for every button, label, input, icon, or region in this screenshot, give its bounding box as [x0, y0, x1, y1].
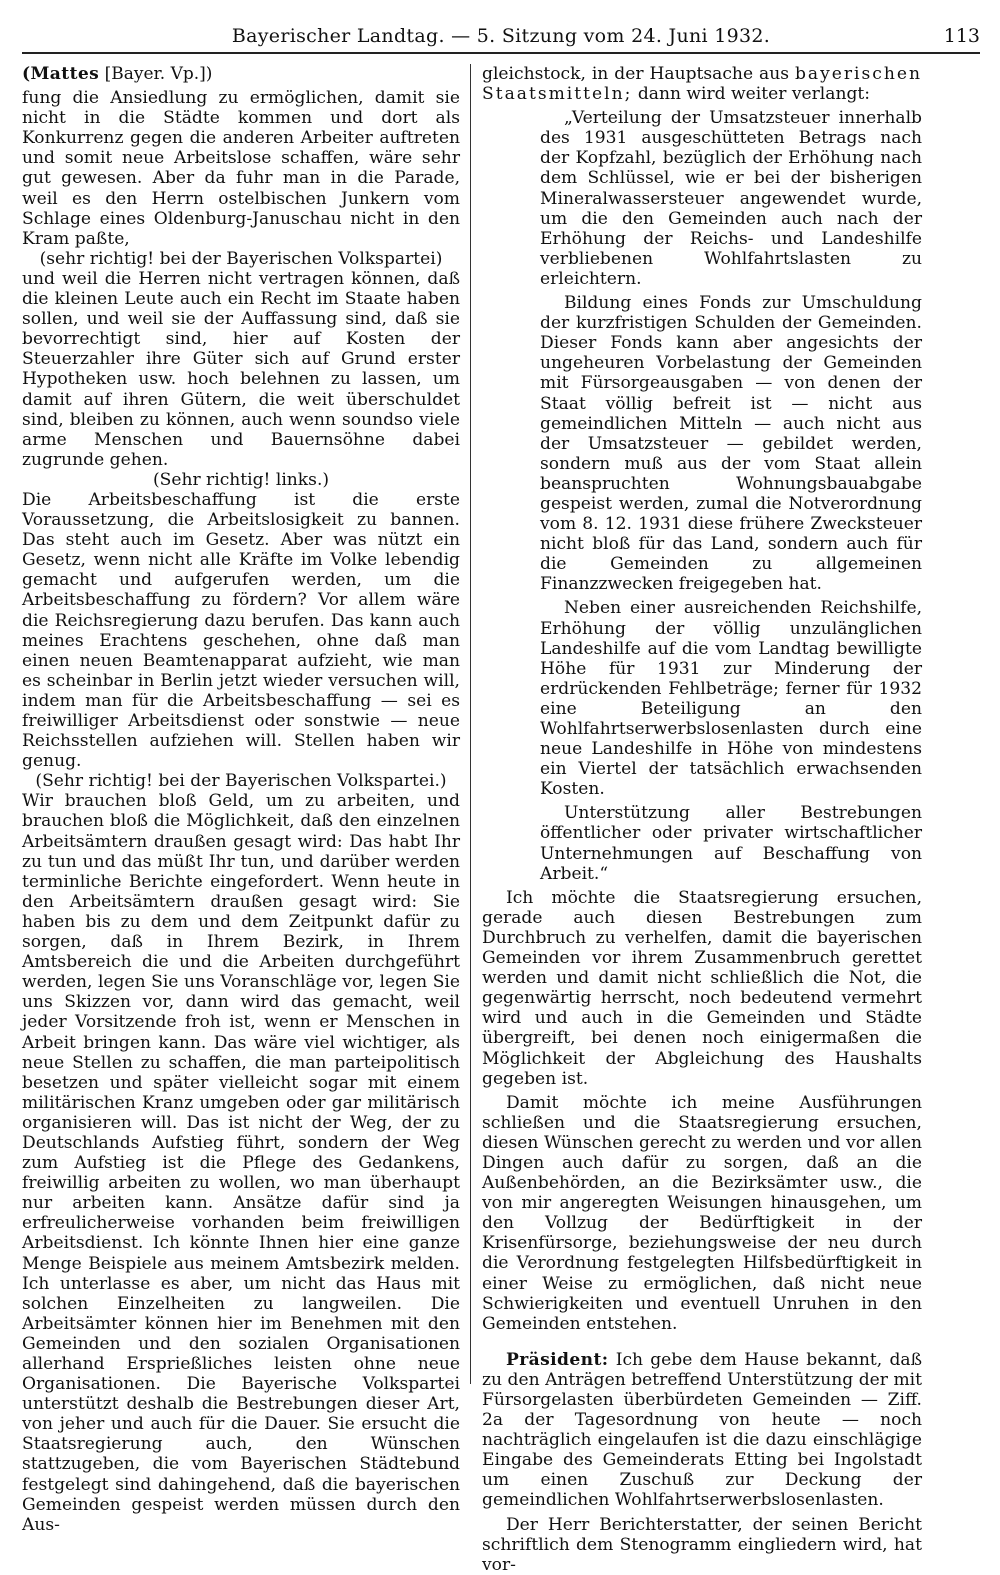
speaker-party: [Bayer. Vp.]): [104, 64, 213, 84]
column-divider: [470, 64, 471, 1384]
president-label: Präsident:: [505, 1349, 609, 1370]
text-run: Ich gebe dem Hause bekannt, daß zu den Anträgen betreffend Unterstützung der mit Fürsorgelasten überbürdeten Gemeinden — Ziff. 2a der Tagesordnung von heute — noch nachträglich eingelaufen ist die dazu einschlägige Eingabe des Gemeinderats Etting bei Ingolstadt um einen Zuschuß zur Deckung der gemeindlichen Wohlfahrtserwerbslosenlasten.: [482, 1349, 922, 1511]
page-header: [22, 22, 980, 54]
paragraph: Der Herr Berichterstatter, der seinen Bericht schriftlich dem Stenogramm eingliedern wird, hat vor-: [482, 1514, 922, 1575]
paragraph: [482, 64, 922, 104]
emphasized-text: bayerischen Staatsmitteln;: [482, 64, 922, 105]
quoted-demand: „Verteilung der Umsatzsteuer innerhalb des 1931 ausgeschütteten Betrags nach der Kopfzahl, bezüglich der Erhöhung nach dem Schlüssel, wie er bei der bisherigen Mineralwassersteuer angewendet wurde, um die den Gemeinden auch nach der Erhöhung der Reichs- und Landeshilfe verbliebenen Wohlfahrtslasten zu erleichtern.: [540, 108, 922, 289]
quoted-demand: Neben einer ausreichenden Reichshilfe, Erhöhung der völlig unzulänglichen Landeshilfe auf die vom Landtag bewilligte Höhe für 1931 zur Minderung der erdrückenden Fehlbeträge; ferner für 1932 eine Beteiligung an den Wohlfahrtserwerbslosenlasten durch eine neue Landeshilfe in Höhe von mindestens ein Viertel der tatsächlich erwachsenden Kosten.: [540, 598, 922, 800]
right-column: [482, 64, 922, 1575]
interjection: (Sehr richtig! links.): [152, 469, 330, 490]
paragraph: Ich möchte die Staatsregierung ersuchen, gerade auch diesen Bestrebungen zum Durchbruch zu verhelfen, damit die bayerischen Gemeinden vor ihrem Zusammenbruch gerettet werden und damit nicht schließlich die Not, die gegenwärtig herrscht, noch bedeutend vermehrt wird und auch in die Gemeinden und Städte übergreift, bei denen noch einigermaßen die Möglichkeit der Abgleichung des Haushalts gegeben ist.: [482, 887, 922, 1089]
paragraph: fung die Ansiedlung zu ermöglichen, damit sie nicht in die Städte kommen und dort als Konkurrenz gegen die anderen Arbeiter auftreten und somit neue Arbeitslose schaffen, wäre sehr gut gewesen. Aber da fuhr man in die Parade, weil es den Herrn ostelbischen Junkern vom Schlage eines Oldenburg-Januschau nicht in den Kram paßte,: [22, 88, 460, 249]
paragraph: Die Arbeitsbeschaffung ist die erste Voraussetzung, die Arbeitslosigkeit zu bannen. Das steht auch im Gesetz. Aber was nützt ein Gesetz, wenn nicht alle Kräfte im Volke lebendig gemacht und aufgerufen werden, um die Arbeitsbeschaffung zu fördern? Vor allem wäre die Reichsregierung dazu berufen. Das kann auch meines Erachtens geschehen, ohne daß man einen neuen Beamtenapparat aufzieht, wie man es scheinbar in Berlin jetzt wieder versuchen will, indem man für die Arbeitsbeschaffung — sei es freiwilliger Arbeitsdienst oder sonstwie — neue Reichsstellen aufziehen will. Stellen haben wir genug.: [22, 489, 460, 772]
paragraph: und weil die Herren nicht vertragen können, daß die kleinen Leute auch ein Recht im Staate haben sollen, und weil sie der Auffassung sind, daß sie bevorrechtigt sind, hier auf Kosten der Steuerzahler ihre Güter sich auf Grund erster Hypotheken usw. hoch belehnen zu lassen, um damit auf ihren Gütern, die weit überschuldet sind, bleiben zu können, auch wenn soundso viele arme Menschen und Bauernsöhne dabei zugrunde gehen.: [22, 268, 460, 470]
page-number: 113: [943, 25, 980, 47]
speaker-line: [22, 64, 460, 84]
speaker-name: (Mattes: [22, 64, 100, 84]
quoted-demand: Unterstützung aller Bestrebungen öffentlicher oder privater wirtschaftlicher Unternehmungen auf Beschaffung von Arbeit.“: [540, 803, 922, 884]
paragraph: Damit möchte ich meine Ausführungen schließen und die Staatsregierung ersuchen, diesen Wünschen gerecht zu werden und vor allen Dingen auch dafür zu sorgen, daß an die Außenbehörden, an die Bezirksämter usw., die von mir angeregten Weisungen hinausgehen, um den Vollzug der Bedürftigkeit in der Krisenfürsorge, beziehungsweise der neu durch die Verordnung festgelegten Hilfsbedürftigkeit in einer Weise zu ermöglichen, daß nicht neue Schwierigkeiten und eventuell Unruhen in den Gemeinden entstehen.: [482, 1092, 922, 1334]
text-run: dann wird weiter verlangt:: [637, 84, 871, 105]
running-head: Bayerischer Landtag. — 5. Sitzung vom 24. Juni 1932.: [231, 25, 771, 47]
interjection: (Sehr richtig! bei der Bayerischen Volkspartei.): [35, 771, 447, 792]
paragraph: Wir brauchen bloß Geld, um zu arbeiten, und brauchen bloß die Möglichkeit, daß den einzelnen Arbeitsämtern draußen gesagt wird: Das habt Ihr zu tun und das müßt Ihr tun, und darüber werden terminliche Berichte eingefordert. Wenn heute in den Arbeitsämtern draußen gesagt wird: Sie haben bis zu dem und dem Zeitpunkt dafür zu sorgen, daß in Ihrem Bezirk, in Ihrem Amtsbereich die und die Arbeiten durchgeführt werden, legen Sie uns Voranschläge vor, legen Sie uns Skizzen vor, dann wird das gemacht, weil jeder Vorsitzende froh ist, wenn er Menschen in Arbeit bringen kann. Das wäre viel wichtiger, als neue Stellen zu schaffen, die man parteipolitisch besetzen und später vielleicht sogar mit einem militärischen Kranz umgeben oder gar militärisch organisieren will. Das ist nicht der Weg, der zu Deutschlands Aufstieg führt, sondern der Weg zum Aufstieg ist die Pflege des Gedankens, freiwillig arbeiten zu wollen, wo man überhaupt nur arbeiten kann. Ansätze dafür sind ja erfreulicherweise vorhanden beim freiwilligen Arbeitsdienst. Ich könnte Ihnen hier eine ganze Menge Beispiele aus meinem Amtsbezirk melden. Ich unterlasse es aber, um nicht das Haus mit solchen Einzelheiten zu langweilen. Die Arbeitsämter können hier im Benehmen mit den Gemeinden und den sozialen Organisationen allerhand Ersprießliches leisten ohne neue Organisationen. Die Bayerische Volkspartei unterstützt deshalb die Bestrebungen dieser Art, von jeher und auch für die Dauer. Sie ersucht die Staatsregierung auch, den Wünschen stattzugeben, die vom Bayerischen Städtebund festgelegt sind dahingehend, daß die bayerischen Gemeinden gespeist werden müssen durch den Aus-: [22, 791, 460, 1535]
quoted-demand: Bildung eines Fonds zur Umschuldung der kurzfristigen Schulden der Gemeinden. Dieser Fonds kann aber angesichts der ungeheuren Vorbelastung der Gemeinden mit Fürsorgeausgaben — von denen der Staat völlig befreit ist — nicht aus gemeindlichen Mitteln — auch nicht aus der Umsatzsteuer — gebildet werden, sondern muß aus der vom Staat allein beanspruchten Wohnungsbauabgabe gespeist werden, zumal die Notverordnung vom 8. 12. 1931 diese frühere Zwecksteuer nicht bloß für das Land, sondern auch für die Gemeinden zu allgemeinen Finanzzwecken freigegeben hat.: [540, 293, 922, 595]
interjection: (sehr richtig! bei der Bayerischen Volkspartei): [39, 248, 443, 269]
president-paragraph: [482, 1350, 922, 1511]
left-column: [22, 64, 460, 1535]
text-run: gleichstock, in der Hauptsache aus: [482, 64, 789, 84]
